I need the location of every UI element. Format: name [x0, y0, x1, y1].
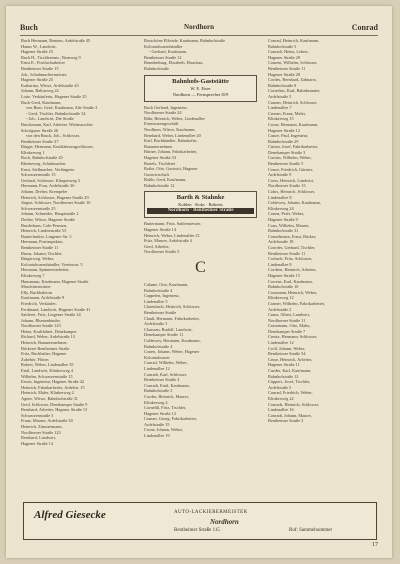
directory-entry: Coldewey, Johann, Kaufmann,	[268, 200, 321, 206]
directory-entry: Bahnhofstraße 12	[144, 182, 175, 188]
header-right-keyword: Conrad	[351, 23, 378, 32]
ad-line2: Nordhorn — Fernsprecher 819	[172, 91, 229, 97]
directory-entry: Hermann, Spinnereiarbeiter,	[21, 267, 70, 273]
directory-entry: Bähr, Heinrich, Weber, Lindenallee	[144, 115, 205, 121]
directory-entry: Lindenallee 8	[268, 261, 292, 267]
directory-entry: - Gerhard, Kaufmann,	[149, 49, 187, 55]
directory-entry: Hagener Straße 14	[144, 227, 176, 233]
directory-entry: von den Bruck, Joh., Schlosser,	[26, 133, 81, 139]
directory-entry: Buck-Gerd, Kaufmann,	[21, 99, 62, 105]
directory-entry: Heinrich, Schlosser, Hagener Straße 29	[21, 194, 89, 200]
directory-entry: Bentheimer Straße 12	[144, 54, 182, 60]
directory-entry: Joh., Schuhmachermeister,	[21, 71, 68, 77]
ad-line2: Nordhorn · Bentheimer Straße	[147, 208, 254, 214]
directory-entry: Crone, Hermann, Kaufmann,	[268, 121, 318, 127]
directory-page	[6, 6, 392, 558]
directory-entry: Conzelmann, Ernst, Bäcker,	[268, 233, 317, 239]
directory-entry: Clauß, Hermann, Fabrikarbeiter,	[144, 315, 200, 321]
directory-entry: Cohrs, Heinrich, Schlosser,	[268, 189, 315, 195]
page-number: 17	[372, 542, 378, 548]
directory-entry: Lindenallee 19	[144, 433, 170, 439]
directory-entry: Conzen, Wilhelm, Schlosser,	[268, 60, 318, 66]
directory-entry: Hanns W., Landwirt,	[21, 43, 57, 49]
directory-entry: Bahnhofstraße	[144, 65, 170, 71]
directory-entry: Heinrich, Zimmermann,	[21, 423, 63, 429]
header-left-keyword: Buch	[20, 23, 38, 32]
directory-entry: Ferdinand, Landwirt, Hagener Straße 41	[21, 306, 91, 312]
directory-entry: Hagener Straße 12	[144, 410, 176, 416]
directory-entry: Lindenallee 5	[144, 298, 168, 304]
directory-entry: Lindenallee 12	[144, 365, 170, 371]
directory-entry: Coers, Heinrich, Landwirt,	[268, 177, 315, 183]
directory-entry: Bentheimer Straße 27	[21, 138, 59, 144]
directory-entry: Conrad, Wilhelm, Weber,	[144, 360, 188, 366]
directory-entry: Croll, Johann, Weber,	[268, 345, 306, 351]
directory-entry: Bahnhofstraße 3	[144, 388, 173, 394]
directory-entry: Bentheimer Straße 11	[268, 65, 306, 71]
directory-entry: Johann, Dreher, Krempeler	[21, 189, 68, 195]
directory-entry: Hagener Straße 33	[144, 154, 176, 160]
directory-entry: Klinkerweg 22	[268, 396, 294, 401]
directory-entry: Heinrich, Fabrikarbeiter, Ardelstr. 15	[21, 384, 85, 390]
directory-entry: Denekamper Straße 3	[268, 149, 306, 155]
directory-entry: Cappelen, Ingenieur,	[144, 293, 180, 299]
directory-entry: Klinkerweg 1	[21, 149, 45, 155]
directory-entry: Robert, Weber, Lindenallee 35	[21, 362, 74, 368]
section-letter: C	[195, 259, 206, 277]
directory-entry: - Joh., Landwirt, Die Straße	[26, 116, 74, 122]
inline-advertisement-barth	[144, 191, 257, 218]
directory-entry: Clarenbach, Heinrich, Schlosser,	[144, 304, 201, 310]
directory-entry: Coordes, Gerhard, Tischler,	[268, 244, 316, 250]
directory-entry: Lindenallee 16	[268, 407, 294, 413]
directory-entry: Schrögauer Straße 26	[21, 127, 58, 133]
directory-entry: Bahnhofstraße 5	[268, 43, 297, 49]
directory-entry: Buch Hermann, Rentner, Ardelstraße 45	[21, 38, 91, 43]
ad-city: Nordhorn	[210, 518, 239, 526]
directory-entry: Gerd, Arbeiter,	[144, 243, 170, 249]
directory-entry: Bahnhofstraße 12	[268, 373, 299, 379]
directory-entry: Hagener Straße 9	[268, 217, 298, 222]
directory-entry: Nordhorner Straße 15	[268, 183, 306, 189]
header-rule	[20, 35, 378, 36]
directory-entry: Johann, Schneider, Hauptstraße 2	[21, 211, 79, 217]
directory-entry: Klinkerweg 24	[268, 205, 294, 211]
directory-entry: Hermann, Postinspektor,	[21, 239, 64, 245]
directory-entry: Schwarzenstraße 25	[21, 205, 56, 211]
directory-entry: Bernhard, Arbeiter, Hagener Straße 13	[21, 407, 88, 413]
ad-address: Bentheimer Straße 115	[174, 528, 220, 533]
directory-entry: Bruderhaus, Cafe-Pension,	[21, 222, 68, 228]
header-city: Nordhorn	[184, 23, 214, 31]
directory-entry: Bahnhofstraße 4	[144, 343, 173, 349]
column-2	[144, 38, 257, 439]
directory-entry: Bahnhofstraße 29	[268, 138, 299, 144]
directory-entry: Curtius, Wilhelm, Weber,	[268, 155, 312, 161]
directory-entry: Conrads, Heinrich, Schlosser,	[268, 401, 320, 407]
directory-entry: Johann, Baltusweg 22	[21, 88, 59, 94]
directory-entry: Fritz, Maurer, Ardelstraße 4	[144, 238, 192, 244]
directory-entry: Lotte, Verkäuferin, Hagener Straße 25	[21, 93, 87, 99]
directory-entry: Bentheimer Straße 11	[21, 244, 59, 250]
directory-entry: Friedrich, Verkäufer,	[21, 300, 57, 306]
directory-entry: Klinkerweg 15	[268, 116, 294, 122]
directory-entry: Conen, Peter, Weber,	[268, 211, 305, 217]
directory-entry: Hermann, Frau, Ardelstraße 36	[21, 183, 75, 189]
directory-entry: Cornelius, Karl, Bahnbeamter,	[268, 88, 321, 94]
directory-entry: Ardelstraße 3	[144, 321, 168, 327]
directory-entry: Emil, Landwirt, Klinkerweg 4	[21, 368, 73, 374]
directory-entry: Bürger, Hermann, Kraftfahrzeugschlosser,	[21, 144, 94, 150]
directory-entry: Bürgerweg, Weber,	[21, 256, 55, 262]
directory-entry: Dreher, Witwe, Hagener Straße	[21, 217, 75, 222]
directory-entry: Bittner, Johann, Fabrikarbeiter,	[144, 149, 198, 155]
directory-entry: Ardelstraße 9	[268, 172, 292, 178]
directory-entry: Calame, Otto, Kaufmann,	[144, 282, 189, 288]
directory-entry: Ardelstraße 15	[144, 421, 170, 427]
directory-entry: Nordhorner Straße 24	[144, 110, 182, 116]
directory-entry: Hagener Straße 28	[268, 71, 300, 77]
directory-entry: Bentheimer Straße 5	[268, 161, 304, 167]
directory-entry: Bahnhofstraße 4	[144, 287, 173, 293]
directory-entry: Denekamper Straße 11	[144, 332, 184, 338]
directory-entry: Nordhorner Straße 5	[144, 249, 180, 255]
directory-entry: Bentheimer Straße 34	[268, 351, 306, 357]
directory-entry: Crasemann, Otto, Maler,	[268, 323, 311, 329]
directory-entry: Cruse, Heinrich, Arbeiter,	[268, 356, 313, 362]
directory-entry: Karl, Buchhändler, Bahnhofstr.	[144, 138, 198, 144]
directory-entry: Crone, Johann, Weber,	[144, 427, 183, 433]
directory-entry: Franz, Maurer, Ardelstraße 30	[21, 418, 73, 424]
directory-entry: Bahnhofstraße 10	[268, 284, 299, 290]
directory-entry: Hagener Straße 28	[268, 54, 300, 60]
directory-entry: Eisenwarengeschäft	[144, 121, 179, 127]
directory-entry: Katharina, Witwe, Ardelstraße 43	[21, 82, 79, 88]
directory-entry: Bernhard, Landwirt,	[21, 435, 56, 441]
directory-entry: Bartels, Tischlerei	[144, 160, 176, 166]
directory-entry: Bock, Bahnhofstraße 20	[21, 155, 63, 161]
directory-entry: Cranz, Albert, Landwirt,	[268, 312, 311, 318]
directory-entry: Corneliß, Fritz, Tischler,	[144, 405, 187, 411]
directory-entry: Klinkerweg 12	[268, 295, 294, 301]
directory-entry: Heinrich, Maler, Klinkerweg 2	[21, 390, 74, 396]
directory-entry: Bentheimer Straße 4	[144, 377, 180, 383]
directory-entry: Agnes, Witwe, Bahnhofstraße 31	[21, 396, 78, 401]
directory-entry: Conrad, Friedrich, Weber,	[268, 390, 313, 396]
directory-entry: Fritz, Buchhalter, Hagener	[21, 351, 67, 357]
ad-business-name: Alfred Giesecke	[34, 509, 106, 521]
directory-entry: Zubehör, Flöten	[21, 356, 49, 362]
directory-entry: Hagener Straße 15	[268, 272, 300, 278]
directory-entry: Bentheimer Straße 15	[21, 65, 59, 71]
directory-entry: Bothe, Otto, Gastwirt, Hagener	[144, 166, 198, 172]
directory-entry: Ernst, Stellmacher, Verlängerte	[21, 166, 75, 172]
directory-entry: Erwin, Ingenieur, Hagener Straße 42	[21, 379, 85, 385]
directory-entry: Lindenallee 7	[268, 105, 292, 111]
directory-entry: Cordsen, Heinrich, Arbeiter,	[268, 267, 317, 273]
ad-line1: W. E. Eiser	[190, 85, 211, 91]
directory-entry: Conradt, Johann, Maurer,	[268, 412, 312, 418]
directory-entry: Bohle, Gerd, Kaufmann,	[144, 177, 187, 183]
directory-entry: Gerhard, Schlosser, Klingenweg 3	[21, 177, 80, 183]
directory-entry: Conze, Friedrich, Gärtner,	[268, 166, 314, 172]
ad-title: Bahnhofs-Gaststätte	[172, 77, 229, 85]
directory-entry: Nordhorner Straße 123	[21, 429, 61, 435]
directory-entry: Kolonialwaren	[144, 354, 170, 360]
directory-entry: Lindenallee 12	[268, 340, 294, 346]
directory-entry: Conen, Johann, Weber, Hagener	[144, 349, 200, 355]
directory-entry: Claussen, Rudolf, Landwirt,	[144, 326, 193, 332]
directory-entry: Cramer, Wilhelm, Fabrikarbeiter,	[268, 300, 326, 306]
directory-entry: Ernst E., Postfacharbeiter	[21, 60, 65, 66]
directory-entry: - Gerd, Tischler, Bahnhofstraße 34	[26, 110, 86, 116]
directory-entry: Buttermann, Fritz, Sattlermeister,	[144, 221, 202, 227]
directory-entry: Conradt, Emil, Kaufmann,	[144, 382, 190, 388]
directory-entry: Klinkerweg 7	[21, 272, 45, 278]
directory-entry: Cramer, Georg, Fabrikarbeiter,	[144, 416, 197, 422]
directory-entry: Bruns, Johann, Tischler,	[21, 250, 63, 256]
directory-entry: Hausmann, Kaufmann, Hagener Straße	[21, 278, 89, 284]
directory-entry: Heinz, Kraftfahrer, Denekamper	[21, 328, 77, 334]
directory-entry: Hagener Straße 11	[268, 362, 300, 368]
directory-entry: Cordes, Heinrich, Maurer,	[144, 393, 190, 399]
directory-entry: Hagener Straße 25	[21, 49, 53, 55]
directory-entry: Hagener Straße 12	[268, 127, 300, 133]
directory-entry: Lindenallee 8	[268, 194, 292, 200]
directory-entry: Wilhelm, Schwarzenstraße 15	[21, 373, 73, 379]
directory-entry: Conradi, Heinz, Lehrer,	[268, 49, 309, 55]
directory-entry: Ardelstraße 5	[268, 93, 292, 99]
directory-entry: Denekamper Straße 7	[268, 328, 306, 334]
directory-entry: Cramer, Heinrich, Schlosser,	[268, 99, 318, 105]
directory-entry: Johann, Blumenbinder,	[21, 317, 61, 323]
directory-entry: Schwarzenstraße 5	[21, 412, 54, 418]
directory-entry: Nordhorner Straße 11	[268, 317, 306, 323]
directory-entry: Bentheimer Straße	[144, 310, 177, 315]
directory-entry: Kolonialwarenhändler	[144, 43, 183, 49]
directory-entry: Buck Gerhard, Ingenieur,	[144, 104, 188, 110]
ad-line1: Kohlen · Koks · Briketts	[178, 202, 223, 208]
directory-entry: Gerd, Schlosser, Denekamper Straße 9	[21, 401, 88, 407]
directory-entry: Bentheimer Straße 3	[268, 418, 304, 424]
directory-entry: Creutz, Hermann, Schlosser,	[268, 334, 318, 340]
column-1	[21, 38, 134, 446]
ad-trade: AUTO-LACKIERERMEISTER	[174, 510, 248, 515]
directory-entry: Cordes, Bernhard, Zahnarzt,	[268, 77, 317, 83]
directory-entry: Bautechniker, Lingener Str. 5	[21, 233, 72, 239]
directory-entry: Buch H., Tischlermstr., Bernweg 9	[21, 54, 81, 60]
directory-entry: Nordhorner Straße 123	[21, 323, 61, 329]
directory-entry: Bauunternehmer	[144, 143, 173, 149]
directory-entry: Kolonialwarenhändler, Vereinsstr. 5	[21, 261, 83, 267]
ad-phone: Ruf: Sammelnummer	[289, 528, 333, 533]
directory-entry: Heinrich, Bauunternehmer,	[21, 340, 68, 346]
directory-entry: Cossmann, Heinrich, Weber,	[268, 289, 318, 295]
column-3	[268, 38, 381, 424]
directory-entry: Correns, Karl, Kaufmann,	[268, 278, 313, 284]
directory-entry: Heinrich, Lindenstraße 53	[21, 228, 66, 234]
bottom-advertisement	[23, 502, 377, 540]
directory-entry: Elly, Buchhalterin	[21, 289, 53, 295]
directory-entry: Heinrich, Weber, Lindenallee 21	[144, 232, 200, 238]
directory-entry: Schwarzenstraße 15	[21, 172, 56, 178]
ad-title: Barth & Stahnke	[176, 194, 225, 202]
directory-entry: Bruckmann, Karl, Arbeiter, Wietmarscher	[21, 121, 93, 127]
directory-entry: Ardelstraße 2	[268, 306, 292, 312]
directory-entry: Bernhard, Weber, Lindenallee 20	[144, 132, 201, 138]
directory-entry: Bäckerei Bentheimer Straße	[21, 345, 70, 351]
directory-entry: Hagener Straße 14	[21, 440, 53, 446]
directory-entry: Bahnhofstraße 31	[268, 228, 299, 234]
directory-entry: Klinkerweg 4	[144, 399, 168, 405]
directory-entry: Bentheimer Straße 11	[268, 250, 306, 256]
directory-entry: Maschinenwärter	[21, 284, 51, 290]
directory-entry: Conrad, Heinrich, Kaufmann,	[268, 38, 320, 43]
directory-entry: Sattlerei, Fritz, Lingener Straße 24	[21, 312, 81, 318]
directory-entry: Cüppers, Josef, Tischler,	[268, 379, 311, 385]
directory-entry: Cunze, Paul, Ingenieur,	[268, 133, 309, 139]
directory-entry: Ardelstraße 5	[268, 384, 292, 390]
directory-entry: Gastwirtschaft	[144, 171, 170, 177]
directory-entry: Jürgen, Schlosser, Nordhorner Straße 10	[21, 200, 91, 206]
directory-entry: Nordhorn, Witwe, Kaufmann,	[144, 126, 196, 132]
directory-entry: Curdes, Karl, Kaufmann,	[268, 368, 312, 374]
directory-entry: Bosschöne Elfriede, Kaufmann, Bahnhofstraße	[144, 38, 226, 43]
directory-entry: Richard, Weber, Ardelstraße 13	[21, 334, 75, 340]
directory-entry: Hagener Straße 25	[21, 77, 53, 83]
directory-entry: Corbach, Fritz, Schlosser,	[268, 256, 313, 262]
directory-entry: Coldewey, Hermann, Kaufmann,	[144, 337, 201, 343]
directory-entry: Conradi, Karl, Schlosser,	[144, 371, 188, 377]
directory-entry: Ardelstraße 18	[268, 239, 294, 245]
directory-entry: Bahnhofstraße 8	[268, 82, 297, 88]
directory-entry: von Buer, Gerd, Kaufmann, Alte Straße 2	[26, 105, 98, 111]
directory-entry: Cons, Wilhelm, Maurer,	[268, 222, 310, 228]
directory-entry: Brandenburg, Elisabeth, Hausfrau,	[144, 60, 204, 66]
inline-advertisement-bahnhof	[144, 75, 257, 102]
directory-entry: Cürten, Josef, Fabrikarbeiter,	[268, 144, 319, 150]
directory-entry: Kaufmann, Ardelstraße 8	[21, 295, 65, 301]
directory-entry: Cremer, Franz, Maler,	[268, 110, 306, 116]
directory-entry: Rheineweg, Schuhmacher	[21, 161, 66, 167]
